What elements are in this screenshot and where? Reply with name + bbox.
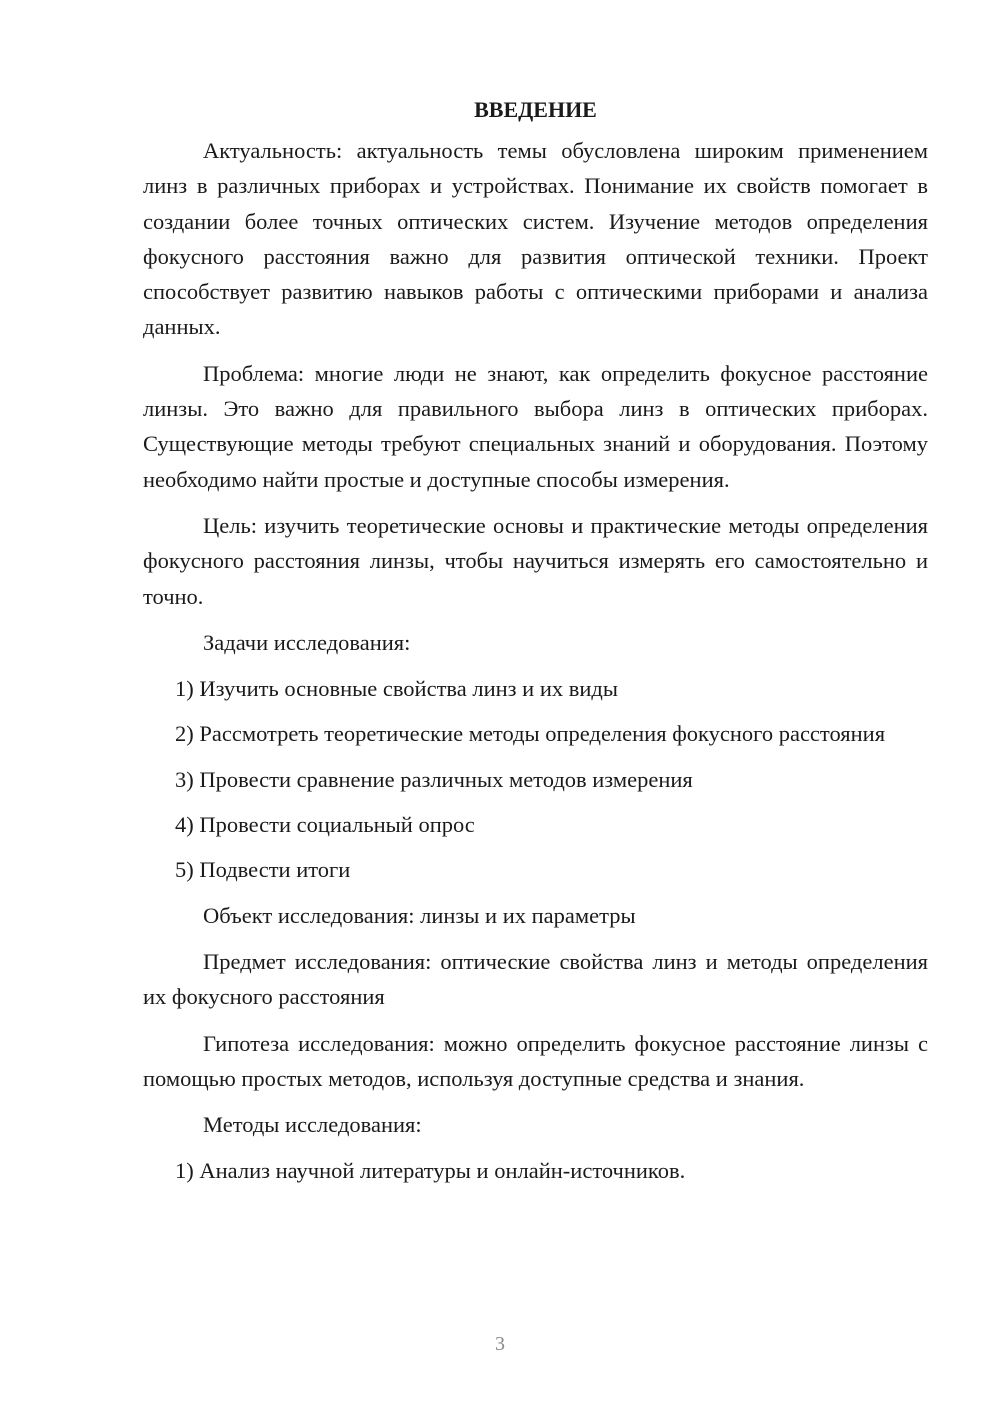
task-item: 4) Провести социальный опрос [175, 812, 475, 838]
method-item: 1) Анализ научной литературы и онлайн-источников. [175, 1158, 686, 1184]
document-page [143, 96, 928, 1199]
methods-title: Методы исследования: [203, 1112, 422, 1138]
tasks-title: Задачи исследования: [203, 629, 411, 655]
task-item: 5) Подвести итоги [175, 857, 351, 883]
task-item: 3) Провести сравнение различных методов измерения [175, 766, 693, 792]
subject-paragraph: Предмет исследования: оптические свойства линз и методы определения их фокусного расстояния [143, 948, 928, 1010]
section-heading: ВВЕДЕНИЕ [474, 97, 597, 122]
page-number: 3 [495, 1333, 505, 1355]
problem-paragraph: Проблема: многие люди не знают, как определить фокусное расстояние линзы. Это важно для правильного выбора линз в оптических приборах. Существующие методы требуют специальных знаний и оборудования. Поэтому необходимо найти простые и доступные способы измерения. [143, 360, 928, 492]
task-item: 2) Рассмотреть теоретические методы определения фокусного расстояния [175, 721, 886, 747]
task-item: 1) Изучить основные свойства линз и их виды [175, 676, 618, 702]
hypothesis-paragraph: Гипотеза исследования: можно определить фокусное расстояние линзы с помощью простых методов, используя доступные средства и знания. [143, 1030, 928, 1091]
object-paragraph: Объект исследования: линзы и их параметры [203, 902, 636, 928]
relevance-paragraph: Актуальность: актуальность темы обусловлена широким применением линз в различных приборах и устройствах. Понимание их свойств помогает в создании более точных оптических систем. Изучение методов определения фокусного расстояния важно для развития оптической техники. Проект способствует развитию навыков работы с оптическими приборами и анализа данных. [143, 138, 928, 340]
goal-paragraph: Цель: изучить теоретические основы и практические методы определения фокусного расстояния линзы, чтобы научиться измерять его самостоятельно и точно. [143, 512, 928, 609]
